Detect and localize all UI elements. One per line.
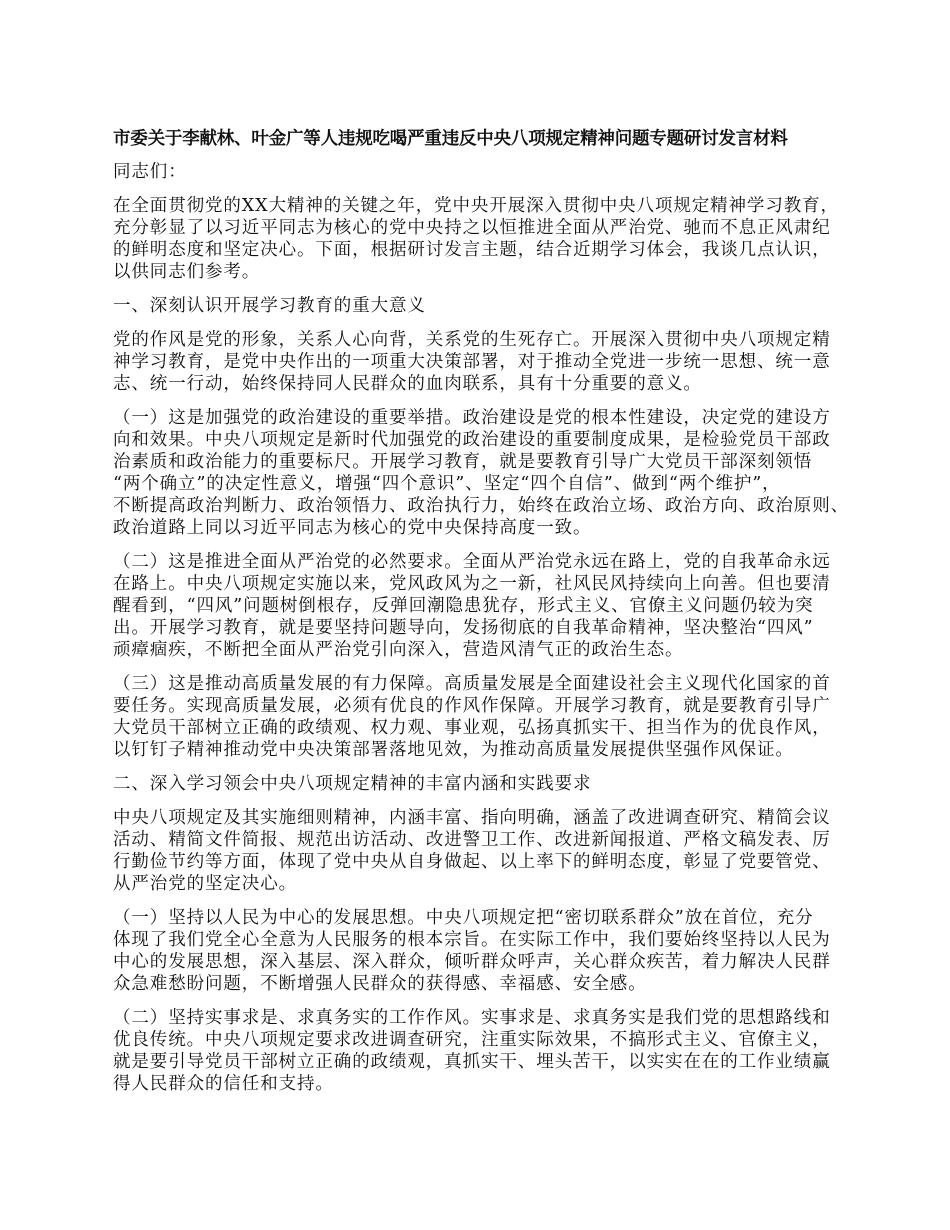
text-line: 在全面贯彻党的XX大精神的关键之年，党中央开展深入贯彻中央八项规定精神学习教育， — [113, 196, 839, 216]
text-line: 志、统一行动，始终保持同人民群众的血肉联系，具有十分重要的意义。 — [113, 374, 702, 394]
text-line: （一）坚持以人民为中心的发展思想。中央八项规定把“密切联系群众”放在首位，充分 — [113, 908, 814, 928]
text-line: 向和效果。中央八项规定是新时代加强党的政治建设的重要制度成果，是检验党员干部政 — [113, 430, 831, 450]
text-line: 党的作风是党的形象，关系人心向背，关系党的生死存亡。开展深入贯彻中央八项规定精 — [113, 330, 831, 350]
text-line: 众急难愁盼问题，不断增强人民群众的获得感、幸福感、安全感。 — [113, 974, 647, 994]
text-line: 行勤俭节约等方面，体现了党中央从自身做起、以上率下的鲜明态度，彰显了党要管党、 — [113, 852, 831, 872]
body-paragraph — [113, 807, 843, 895]
text-line: （三）这是推动高质量发展的有力保障。高质量发展是全面建设社会主义现代化国家的首 — [113, 674, 831, 694]
body-paragraph — [113, 407, 849, 539]
document-title: 市委关于李献林、叶金广等人违规吃喝严重违反中央八项规定精神问题专题研讨发言材料 — [113, 129, 788, 149]
body-paragraph — [113, 329, 843, 395]
text-line: 不断提高政治判断力、政治领悟力、政治执行力，始终在政治立场、政治方向、政治原则、 — [113, 496, 849, 516]
document-body — [113, 195, 849, 1095]
text-line: “两个确立”的决定性意义，增强“四个意识”、坚定“四个自信”、做到“两个维护”， — [113, 474, 781, 494]
text-line: 要任务。实现高质量发展，必须有优良的作风作保障。开展学习教育，就是要教育引导广 — [113, 696, 831, 716]
text-line: （二）这是推进全面从严治党的必然要求。全面从严治党永远在路上，党的自我革命永远 — [113, 552, 831, 572]
body-paragraph — [113, 551, 843, 661]
text-line: 出。开展学习教育，就是要坚持问题导向，发扬彻底的自我革命精神，坚决整治“四风” — [113, 618, 814, 638]
text-line: 得人民群众的信任和支持。 — [113, 1074, 334, 1094]
body-paragraph — [113, 673, 843, 761]
text-line: 充分彰显了以习近平同志为核心的党中央持之以恒推进全面从严治党、驰而不息正风肃纪 — [113, 218, 831, 238]
text-line: 中央八项规定及其实施细则精神，内涵丰富、指向明确，涵盖了改进调查研究、精简会议 — [113, 808, 831, 828]
text-line: 中心的发展思想，深入基层、深入群众，倾听群众呼声，关心群众疾苦，着力解决人民群 — [113, 952, 831, 972]
text-line: 一、深刻认识开展学习教育的重大意义 — [113, 296, 426, 316]
body-paragraph — [113, 1007, 843, 1095]
text-line: 体现了我们党全心全意为人民服务的根本宗旨。在实际工作中，我们要始终坚持以人民为 — [113, 930, 831, 950]
body-paragraph — [113, 195, 843, 283]
text-line: 在路上。中央八项规定实施以来，党风政风为之一新，社风民风持续向上向善。但也要清 — [113, 574, 831, 594]
text-line: 神学习教育，是党中央作出的一项重大决策部署，对于推动全党进一步统一思想、统一意 — [113, 352, 831, 372]
text-line: 大党员干部树立正确的政绩观、权力观、事业观，弘扬真抓实干、担当作为的优良作风， — [113, 718, 831, 738]
text-line: 就是要引导党员干部树立正确的政绩观，真抓实干、埋头苦干，以实实在在的工作业绩赢 — [113, 1052, 831, 1072]
section-heading — [113, 773, 843, 795]
section-heading — [113, 295, 843, 317]
text-line: 醒看到，“四风”问题树倒根存，反弹回潮隐患犹存，形式主义、官僚主义问题仍较为突 — [113, 596, 814, 616]
text-line: 活动、精简文件简报、规范出访活动、改进警卫工作、改进新闻报道、严格文稿发表、厉 — [113, 830, 831, 850]
greeting: 同志们： — [113, 162, 187, 182]
text-line: （二）坚持实事求是、求真务实的工作作风。实事求是、求真务实是我们党的思想路线和 — [113, 1008, 831, 1028]
text-line: 顽瘴痼疾，不断把全面从严治党引向深入，营造风清气正的政治生态。 — [113, 640, 684, 660]
text-line: 的鲜明态度和坚定决心。下面，根据研讨发言主题，结合近期学习体会，我谈几点认识， — [113, 240, 831, 260]
text-line: 以供同志们参考。 — [113, 262, 261, 282]
text-line: 以钉钉子精神推动党中央决策部署落地见效，为推动高质量发展提供坚强作风保证。 — [113, 740, 794, 760]
text-line: 治素质和政治能力的重要标尺。开展学习教育，就是要教育引导广大党员干部深刻领悟 — [113, 452, 813, 472]
text-line: 优良传统。中央八项规定要求改进调查研究，注重实际效果，不搞形式主义、官僚主义， — [113, 1030, 831, 1050]
text-line: 从严治党的坚定决心。 — [113, 874, 297, 894]
text-line: （一）这是加强党的政治建设的重要举措。政治建设是党的根本性建设，决定党的建设方 — [113, 408, 831, 428]
body-paragraph — [113, 907, 843, 995]
document-page — [113, 128, 849, 1107]
text-line: 二、深入学习领会中央八项规定精神的丰富内涵和实践要求 — [113, 774, 592, 794]
text-line: 政治道路上同以习近平同志为核心的党中央保持高度一致。 — [113, 518, 592, 538]
